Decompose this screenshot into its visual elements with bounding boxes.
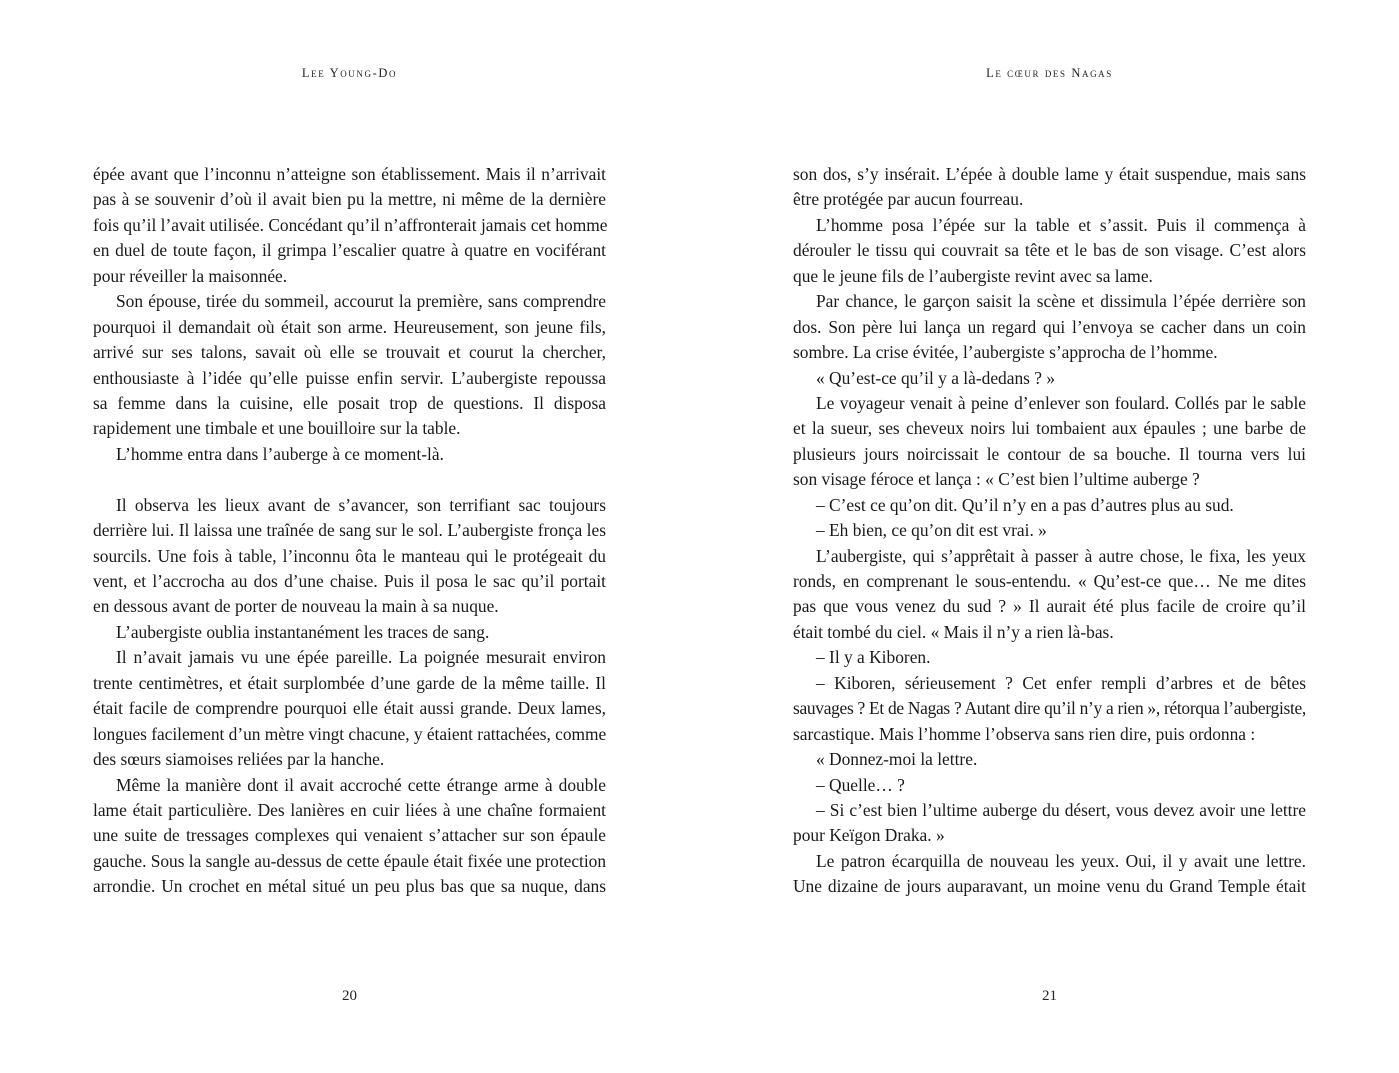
text-line: « Donnez-moi la lettre. xyxy=(816,749,978,770)
text-line: – Quelle… ? xyxy=(816,774,905,795)
text-line: une suite de tressages complexes qui venaient s’attacher sur son épaule xyxy=(93,825,606,846)
text-line: pas que vous venez du sud ? » Il aurait été plus facile de croire qu’il xyxy=(793,596,1306,617)
text-line: Par chance, le garçon saisit la scène et dissimula l’épée derrière son xyxy=(816,291,1306,312)
text-line: était tombé du ciel. « Mais il n’y a rien là-bas. xyxy=(793,621,1114,642)
text-line: rapidement une timbale et une bouilloire sur la table. xyxy=(93,418,461,439)
text-line: Il n’avait jamais vu une épée pareille. La poignée mesurait environ xyxy=(116,647,606,668)
body-text-left xyxy=(93,162,606,900)
text-line: des sœurs siamoises reliées par la hanche. xyxy=(93,749,385,770)
text-line: longues facilement d’un mètre vingt chacune, y étaient rattachées, comme xyxy=(93,723,607,744)
text-line: être protégée par aucun fourreau. xyxy=(793,189,1024,210)
running-head-title-text: Le cœur des Nagas xyxy=(986,66,1113,80)
text-line: ronds, en comprenant le sous-entendu. « Qu’est-ce que… Ne me dites xyxy=(793,571,1306,591)
text-line: Le patron écarquilla de nouveau les yeux. Oui, il y avait une lettre. xyxy=(816,850,1306,871)
running-head-title xyxy=(700,66,1399,81)
text-line: Il observa les lieux avant de s’avancer, son terrifiant sac toujours xyxy=(116,494,606,515)
text-line: en duel de toute façon, il grimpa l’escalier quatre à quatre en vociférant xyxy=(93,240,606,261)
text-line: derrière lui. Il laissa une traînée de sang sur le sol. L’aubergiste fronça les xyxy=(93,520,606,541)
page-number-left: 20 xyxy=(342,988,357,1004)
text-line: son dos, s’y insérait. L’épée à double lame y était suspendue, mais sans xyxy=(793,164,1306,184)
text-line: son visage féroce et lança : « C’est bien l’ultime auberge ? xyxy=(793,469,1200,490)
body-text-right xyxy=(793,162,1306,900)
running-head-author-text: Lee Young-Do xyxy=(301,66,398,80)
text-line: sa femme dans la cuisine, elle posait trop de questions. Il disposa xyxy=(93,392,606,413)
text-line: – Kiboren, sérieusement ? Cet enfer rempli d’arbres et de bêtes xyxy=(816,672,1306,693)
text-line: que le jeune fils de l’aubergiste revint avec sa lame. xyxy=(793,265,1153,286)
text-line: vent, et l’accrocha au dos d’une chaise. Puis il posa le sac qu’il portait xyxy=(93,571,606,591)
text-line: dos. Son père lui lança un regard qui l’envoya se cacher dans un coin xyxy=(793,316,1306,337)
text-line: L’aubergiste, qui s’apprêtait à passer à autre chose, le fixa, les yeux xyxy=(816,545,1306,566)
text-line: était facile de comprendre pourquoi elle était aussi grande. Deux lames, xyxy=(93,698,606,719)
text-line: – Eh bien, ce qu’on dit est vrai. » xyxy=(816,520,1047,541)
running-head-author xyxy=(0,66,699,81)
text-line: – C’est ce qu’on dit. Qu’il n’y en a pas d’autres plus au sud. xyxy=(816,494,1234,515)
text-line: fois qu’il l’avait utilisée. Concédant qu’il n’affronterait jamais cet homme xyxy=(93,214,608,235)
text-line: arrivé sur ses talons, savait où elle se trouvait et courut la chercher, xyxy=(93,342,606,363)
text-line: épée avant que l’inconnu n’atteigne son établissement. Mais il n’arrivait xyxy=(93,164,606,184)
text-line: pour réveiller la maisonnée. xyxy=(93,265,288,286)
text-line: trente centimètres, et était surplombée d’une garde de la même taille. Il xyxy=(93,672,606,693)
text-line: et la sueur, ses cheveux noirs lui tombaient aux épaules ; une barbe de xyxy=(793,418,1306,439)
text-line: dérouler le tissu qui couvrait sa tête et le bas de son visage. C’est alors xyxy=(793,240,1306,261)
text-line: sourcils. Une fois à table, l’inconnu ôta le manteau qui le protégeait du xyxy=(93,545,606,566)
text-line: sarcastique. Mais l’homme l’observa sans rien dire, puis ordonna : xyxy=(793,723,1256,744)
text-line: en dessous avant de porter de nouveau la main à sa nuque. xyxy=(93,596,499,617)
text-line: gauche. Sous la sangle au-dessus de cette épaule était fixée une protection xyxy=(93,850,606,871)
text-line: plusieurs jours noircissait le contour de sa bouche. Il tourna vers lui xyxy=(793,443,1306,464)
text-line: – Si c’est bien l’ultime auberge du désert, vous devez avoir une lettre xyxy=(816,799,1306,820)
text-line: pas à se souvenir d’où il avait bien pu la mettre, ni même de la dernière xyxy=(93,189,606,210)
text-line: « Qu’est-ce qu’il y a là-dedans ? » xyxy=(816,367,1056,388)
text-line: lame était particulière. Des lanières en cuir liées à une chaîne formaient xyxy=(93,799,606,820)
text-line: arrondie. Un crochet en métal situé un peu plus bas que sa nuque, dans xyxy=(93,876,606,897)
text-line: pourquoi il demandait où était son arme. Heureusement, son jeune fils, xyxy=(93,316,606,337)
text-line: enthousiaste à l’idée qu’elle puisse enfin servir. L’aubergiste repoussa xyxy=(93,367,606,388)
text-line: pour Keïgon Draka. » xyxy=(793,825,945,846)
left-page xyxy=(0,0,699,1073)
text-line: L’homme posa l’épée sur la table et s’assit. Puis il commença à xyxy=(816,214,1306,235)
text-line: L’homme entra dans l’auberge à ce moment-là. xyxy=(116,443,444,464)
text-line: L’aubergiste oublia instantanément les traces de sang. xyxy=(116,621,490,642)
right-page xyxy=(700,0,1399,1073)
text-line: Même la manière dont il avait accroché cette étrange arme à double xyxy=(116,774,606,795)
text-line: Le voyageur venait à peine d’enlever son foulard. Collés par le sable xyxy=(816,392,1306,413)
text-line: sauvages ? Et de Nagas ? Autant dire qu’il n’y a rien », rétorqua l’aubergiste, xyxy=(793,698,1306,719)
page-number-right: 21 xyxy=(1042,988,1057,1004)
section-break xyxy=(93,467,606,492)
text-line: – Il y a Kiboren. xyxy=(816,647,931,668)
text-line: Une dizaine de jours auparavant, un moine venu du Grand Temple était xyxy=(793,876,1306,897)
text-line: sombre. La crise évitée, l’aubergiste s’approcha de l’homme. xyxy=(793,342,1218,363)
text-line: Son épouse, tirée du sommeil, accourut la première, sans comprendre xyxy=(116,291,606,312)
